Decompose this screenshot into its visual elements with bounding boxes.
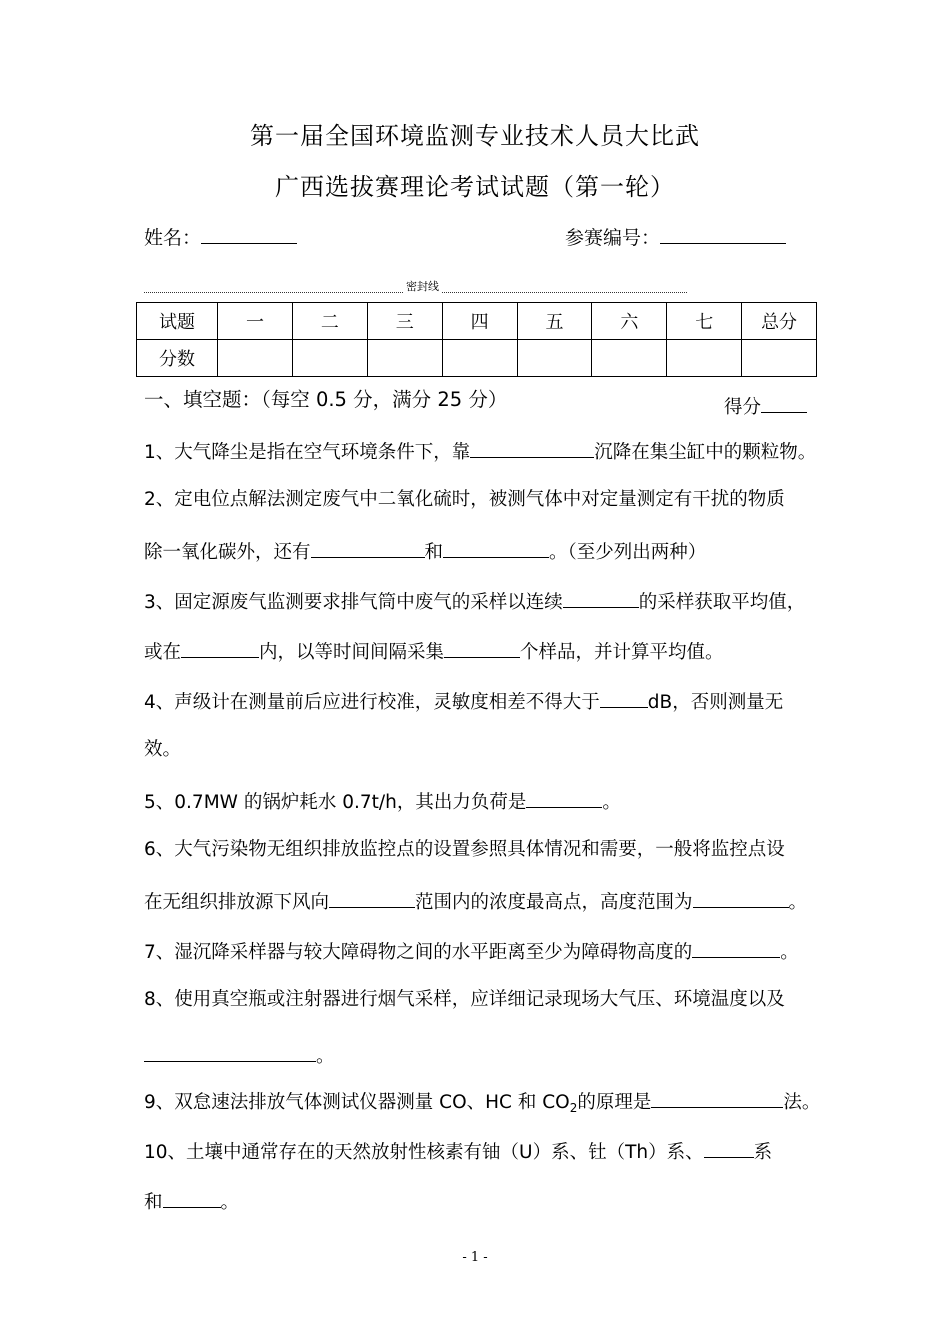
score-header-cell: 二 [292,303,367,340]
section1-score [724,391,807,422]
q2-text: 。（至少列出两种） [549,542,707,563]
number-label: 参赛编号： [565,227,661,249]
score-cell[interactable] [742,340,817,377]
question-10-line1 [144,1136,772,1167]
q10-text: 系 [753,1142,773,1163]
score-header-cell: 五 [517,303,592,340]
q2-blank-2[interactable] [443,536,549,558]
q10-text: 和 [144,1192,163,1213]
q3-text: 个样品，并计算平均值。 [520,642,724,663]
q10-blank-1[interactable] [704,1136,754,1158]
question-8-line1: 8、使用真空瓶或注射器进行烟气采样，应详细记录现场大气压、环境温度以及 [144,989,785,1010]
q3-blank-2[interactable] [181,636,259,658]
q6-blank-2[interactable] [693,886,789,908]
q9-subscript: 2 [569,1101,578,1115]
q10-blank-2[interactable] [163,1186,221,1208]
score-header-cell: 总分 [742,303,817,340]
seal-line-label: 密封线 [406,280,439,293]
score-cell[interactable] [667,340,742,377]
score-header-cell: 三 [367,303,442,340]
section1-score-field[interactable] [761,391,807,413]
q5-text: 。 [602,792,621,813]
question-2-line2 [144,536,706,567]
question-7 [144,936,799,967]
q2-text: 和 [424,542,444,563]
q7-text: 7、湿沉降采样器与较大障碍物之间的水平距离至少为障碍物高度的 [144,942,693,963]
q9-text: 9、双怠速法排放气体测试仪器测量 CO、HC 和 CO [144,1092,570,1113]
q6-blank-1[interactable] [329,886,415,908]
q9-text: 法。 [783,1092,821,1113]
exam-title-line1: 第一届全国环境监测专业技术人员大比武 [250,122,700,150]
q6-text: 范围内的浓度最高点，高度范围为 [415,892,693,913]
score-header-cell: 六 [592,303,667,340]
number-row [565,222,786,252]
exam-title-line2: 广西选拔赛理论考试试题（第一轮） [275,173,675,201]
q8-text: 。 [316,1046,335,1067]
question-5 [144,786,621,817]
score-table-row [137,340,817,377]
q3-blank-3[interactable] [444,636,520,658]
q9-text: 的原理是 [577,1092,652,1113]
score-cell[interactable] [367,340,442,377]
question-3-line1 [144,586,805,617]
score-table-header-row [137,303,817,340]
q4-blank[interactable] [600,686,648,708]
question-8-line2 [144,1040,335,1071]
q8-blank[interactable] [144,1040,316,1062]
q1-text: 沉降在集尘缸中的颗粒物。 [594,442,817,463]
question-4-line1 [144,686,783,717]
question-6-line2 [144,886,807,917]
name-row [144,222,297,252]
q1-text: 1、大气降尘是指在空气环境条件下，靠 [144,442,471,463]
question-3-line2 [144,636,724,667]
score-cell[interactable] [592,340,667,377]
number-field[interactable] [660,222,786,244]
question-9 [144,1086,820,1122]
q7-text: 。 [780,942,799,963]
q3-blank-1[interactable] [563,586,639,608]
q10-text: 。 [220,1192,240,1213]
name-label: 姓名： [144,227,202,249]
q5-text: 5、0.7MW 的锅炉耗水 0.7t/h，其出力负荷是 [144,792,527,813]
question-1 [144,436,816,467]
name-field[interactable] [201,222,297,244]
q10-text: 10、土壤中通常存在的天然放射性核素有铀（U）系、钍（Th）系、 [144,1142,704,1163]
q6-text: 在无组织排放源下风向 [144,892,330,913]
question-2-line1: 2、定电位点解法测定废气中二氧化硫时，被测气体中对定量测定有干扰的物质 [144,489,785,510]
q1-blank[interactable] [470,436,594,458]
score-header-cell: 七 [667,303,742,340]
q3-text: 内，以等时间间隔采集 [259,642,445,663]
score-cell[interactable] [442,340,517,377]
q3-text: 或在 [144,642,182,663]
score-cell[interactable] [218,340,293,377]
question-10-line2 [144,1186,239,1217]
section1-heading: 一、填空题：（每空 0.5 分，满分 25 分） [144,388,508,411]
q2-blank-1[interactable] [311,536,425,558]
q7-blank[interactable] [692,936,780,958]
score-row-label: 分数 [137,340,218,377]
score-table [136,302,817,377]
q4-text: dB，否则测量无 [647,692,784,713]
q4-text: 4、声级计在测量前后应进行校准，灵敏度相差不得大于 [144,692,600,713]
score-header-cell: 试题 [137,303,218,340]
question-4-line2: 效。 [144,739,182,760]
q3-text: 的采样获取平均值， [638,592,806,613]
q2-text: 除一氧化碳外，还有 [144,542,311,563]
section1-score-label: 得分 [724,397,762,418]
page-number: - 1 - [462,1250,488,1265]
question-6-line1: 6、大气污染物无组织排放监控点的设置参照具体情况和需要，一般将监控点设 [144,839,785,860]
score-header-cell: 一 [218,303,293,340]
score-cell[interactable] [292,340,367,377]
score-header-cell: 四 [442,303,517,340]
q5-blank[interactable] [526,786,602,808]
score-cell[interactable] [517,340,592,377]
q9-blank[interactable] [651,1086,783,1108]
q3-text: 3、固定源废气监测要求排气筒中废气的采样以连续 [144,592,563,613]
q6-text: 。 [788,892,808,913]
